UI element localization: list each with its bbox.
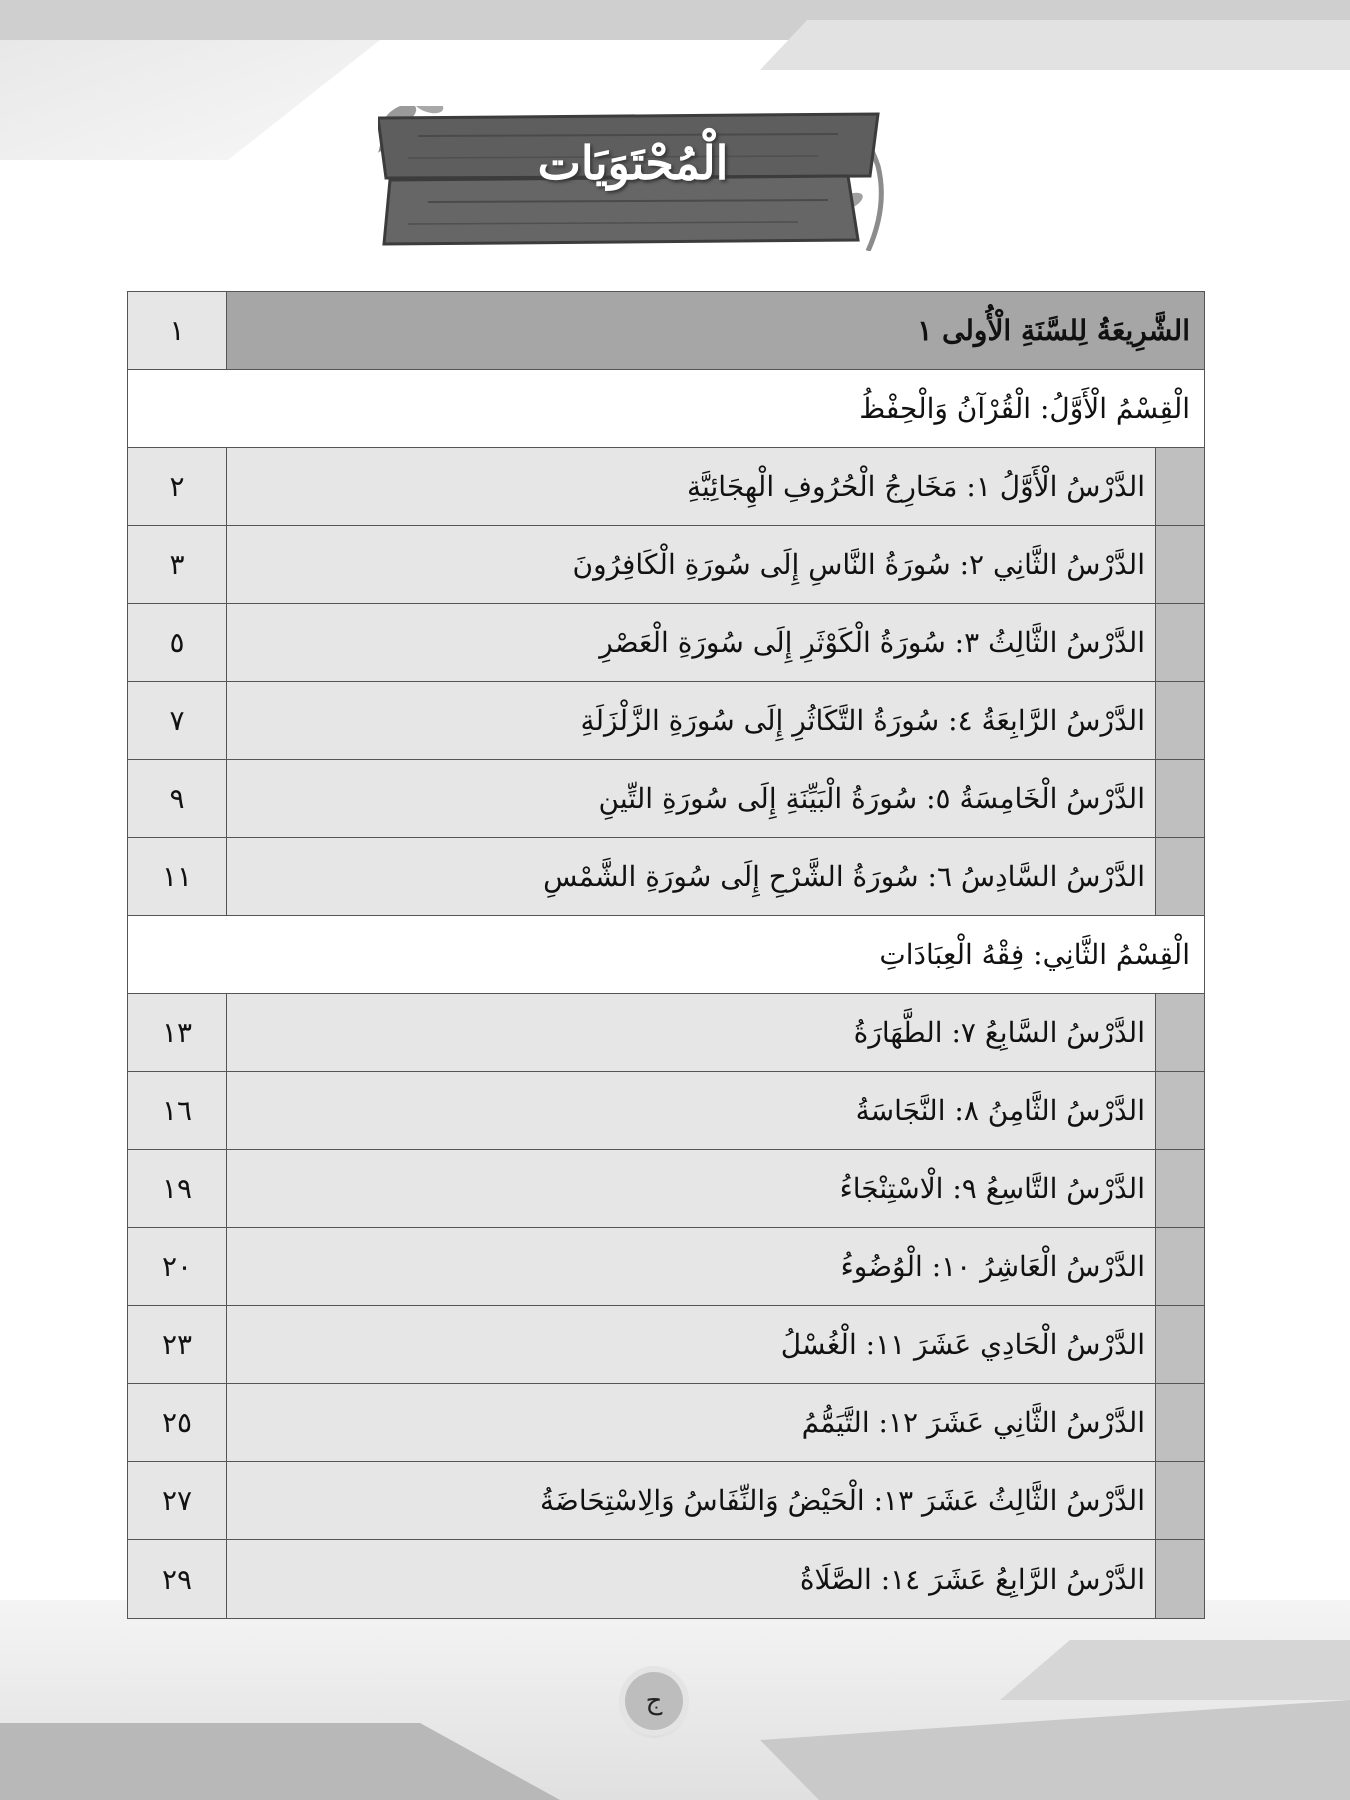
lesson-row	[128, 1150, 1204, 1228]
lesson-row	[128, 1540, 1204, 1618]
page-title: الْمُحْتَوَيَات	[537, 136, 729, 190]
toc-header-row	[128, 292, 1204, 370]
lesson-row	[128, 994, 1204, 1072]
section-row	[128, 916, 1204, 994]
lesson-row	[128, 604, 1204, 682]
lesson-row	[128, 1306, 1204, 1384]
lesson-title: الدَّرْسُ السَّادِسُ ٦: سُورَةُ الشَّرْحِ إِلَى سُورَةِ الشَّمْسِ	[543, 860, 1145, 893]
table-of-contents	[127, 291, 1205, 1619]
footer-page-badge: ج	[625, 1672, 683, 1730]
section-title: الْقِسْمُ الْأَوَّلُ: الْقُرْآنُ وَالْحِفْظُ	[859, 392, 1190, 425]
lesson-row	[128, 760, 1204, 838]
lesson-title: الدَّرْسُ الثَّالِثُ ٣: سُورَةُ الْكَوْثَرِ إِلَى سُورَةِ الْعَصْرِ	[599, 626, 1145, 659]
page-number: ١٩	[128, 1150, 227, 1227]
page-number: ١١	[128, 838, 227, 915]
page-number: ١٦	[128, 1072, 227, 1149]
lesson-row	[128, 838, 1204, 916]
lesson-row	[128, 1072, 1204, 1150]
lesson-title: الدَّرْسُ الْحَادِي عَشَرَ ١١: الْغُسْلُ	[780, 1328, 1145, 1361]
lesson-row	[128, 1384, 1204, 1462]
page-number: ٢٥	[128, 1384, 227, 1461]
lesson-title: الدَّرْسُ الثَّالِثُ عَشَرَ ١٣: الْحَيْضُ وَالنِّفَاسُ وَالِاسْتِحَاضَةُ	[540, 1484, 1145, 1517]
page-number: ٢	[128, 448, 227, 525]
page-number: ١٣	[128, 994, 227, 1071]
page-number: ٩	[128, 760, 227, 837]
section-title: الْقِسْمُ الثَّانِي: فِقْهُ الْعِبَادَاتِ	[879, 938, 1190, 971]
page-number: ١	[128, 292, 227, 369]
lesson-title: الدَّرْسُ الْأَوَّلُ ١: مَخَارِجُ الْحُرُوفِ الْهِجَائِيَّةِ	[687, 470, 1145, 503]
lesson-row	[128, 1228, 1204, 1306]
lesson-row	[128, 526, 1204, 604]
lesson-title: الدَّرْسُ الْعَاشِرُ ١٠: الْوُضُوءُ	[840, 1250, 1145, 1283]
page-number: ٢٧	[128, 1462, 227, 1539]
book-title: الشَّرِيعَةُ لِلسَّنَةِ الْأُولى ١	[917, 314, 1190, 347]
page-number: ٧	[128, 682, 227, 759]
lesson-title: الدَّرْسُ التَّاسِعُ ٩: الْاسْتِنْجَاءُ	[839, 1172, 1145, 1205]
page-number: ٣	[128, 526, 227, 603]
lesson-title: الدَّرْسُ الْخَامِسَةُ ٥: سُورَةُ الْبَيِّنَةِ إِلَى سُورَةِ التِّينِ	[598, 782, 1145, 815]
lesson-title: الدَّرْسُ الثَّانِي عَشَرَ ١٢: التَّيَمُّمُ	[801, 1406, 1145, 1439]
lesson-title: الدَّرْسُ الرَّابِعَةُ ٤: سُورَةُ التَّكَاثُرِ إِلَى سُورَةِ الزَّلْزَلَةِ	[580, 704, 1145, 737]
page-number: ٢٣	[128, 1306, 227, 1383]
section-row	[128, 370, 1204, 448]
lesson-title: الدَّرْسُ الثَّانِي ٢: سُورَةُ النَّاسِ إِلَى سُورَةِ الْكَافِرُونَ	[572, 548, 1145, 581]
lesson-row	[128, 448, 1204, 526]
title-board	[378, 106, 888, 251]
page-number: ٢٩	[128, 1540, 227, 1618]
top-band-2	[0, 40, 380, 160]
lesson-row	[128, 682, 1204, 760]
top-band-3	[760, 20, 1350, 70]
page-number: ٢٠	[128, 1228, 227, 1305]
lesson-title: الدَّرْسُ الثَّامِنُ ٨: النَّجَاسَةُ	[855, 1094, 1145, 1127]
lesson-title: الدَّرْسُ السَّابِعُ ٧: الطَّهَارَةُ	[853, 1016, 1145, 1049]
lesson-row	[128, 1462, 1204, 1540]
page-number: ٥	[128, 604, 227, 681]
lesson-title: الدَّرْسُ الرَّابِعُ عَشَرَ ١٤: الصَّلَاةُ	[799, 1562, 1145, 1596]
